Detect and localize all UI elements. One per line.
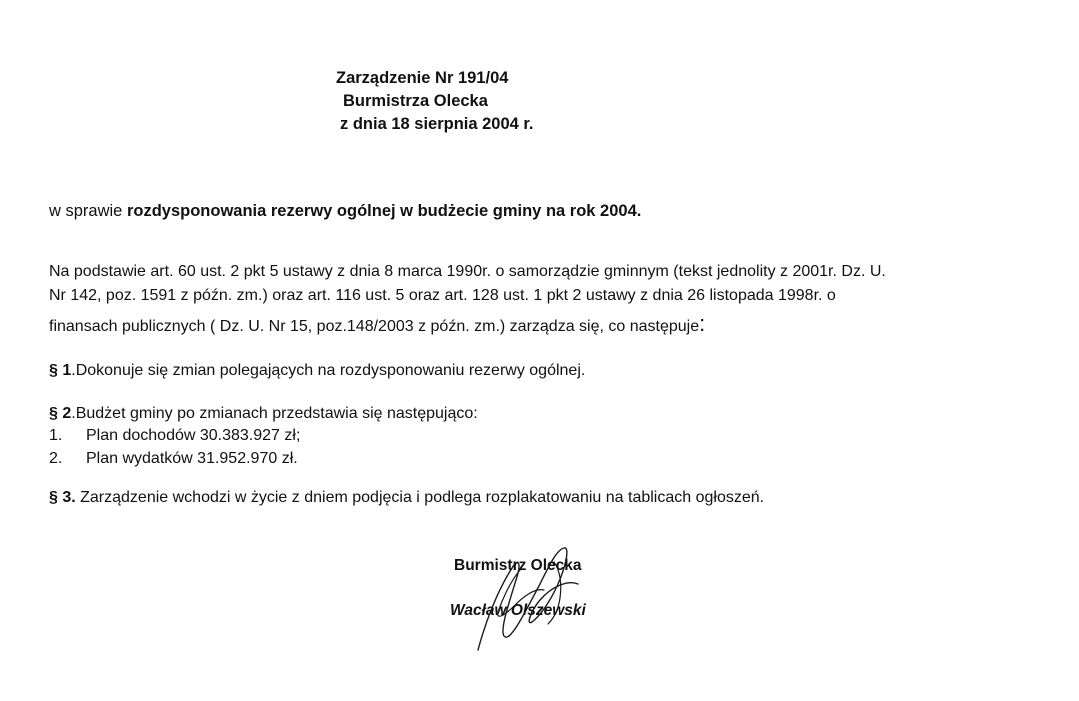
list-item bbox=[49, 427, 300, 445]
signatory-title: Burmistrz Olecka bbox=[454, 557, 582, 574]
ordinance-subject bbox=[49, 202, 641, 221]
legal-basis-colon: : bbox=[699, 311, 706, 336]
subject-title: rozdysponowania rezerwy ogólnej w budżecie gminy na rok 2004. bbox=[126, 202, 642, 220]
ordinance-issuer: Burmistrza Olecka bbox=[343, 92, 488, 110]
legal-basis-line-3 bbox=[49, 313, 705, 336]
paragraph-2-text: .Budżet gminy po zmianach przedstawia się następująco: bbox=[71, 405, 478, 422]
paragraph-1 bbox=[49, 362, 585, 380]
legal-basis-line-2: Nr 142, poz. 1591 z późn. zm.) oraz art. 116 ust. 5 oraz art. 128 ust. 1 pkt 2 ustawy z dnia 26 listopada 1998r. o bbox=[49, 287, 836, 304]
paragraph-3 bbox=[49, 489, 764, 507]
paragraph-3-mark: § 3. bbox=[49, 489, 76, 506]
paragraph-1-mark: § 1 bbox=[49, 362, 72, 379]
ordinance-date: z dnia 18 sierpnia 2004 r. bbox=[340, 115, 534, 133]
ordinance-number: Zarządzenie Nr 191/04 bbox=[336, 69, 509, 87]
subject-prefix: w sprawie bbox=[49, 202, 127, 220]
paragraph-2-mark: § 2 bbox=[49, 405, 72, 422]
legal-basis-line-3-text: finansach publicznych ( Dz. U. Nr 15, poz.148/2003 z późn. zm.) zarządza się, co następuje bbox=[49, 318, 700, 335]
legal-basis-line-1: Na podstawie art. 60 ust. 2 pkt 5 ustawy z dnia 8 marca 1990r. o samorządzie gminnym (tekst jednolity z 2001r. Dz. U. bbox=[49, 263, 886, 280]
list-item bbox=[49, 450, 298, 468]
paragraph-2 bbox=[49, 405, 478, 423]
signatory-name: Wacław Olszewski bbox=[450, 602, 586, 619]
list-item-number: 1. bbox=[49, 427, 63, 444]
list-item-text: Plan wydatków 31.952.970 zł. bbox=[86, 450, 298, 467]
paragraph-1-text: .Dokonuje się zmian polegających na rozdysponowaniu rezerwy ogólnej. bbox=[71, 362, 586, 379]
handwritten-signature bbox=[460, 540, 590, 660]
list-item-number: 2. bbox=[49, 450, 63, 467]
paragraph-3-text: Zarządzenie wchodzi w życie z dniem podjęcia i podlega rozplakatowaniu na tablicach ogłoszeń. bbox=[75, 489, 765, 506]
list-item-text: Plan dochodów 30.383.927 zł; bbox=[86, 427, 301, 444]
